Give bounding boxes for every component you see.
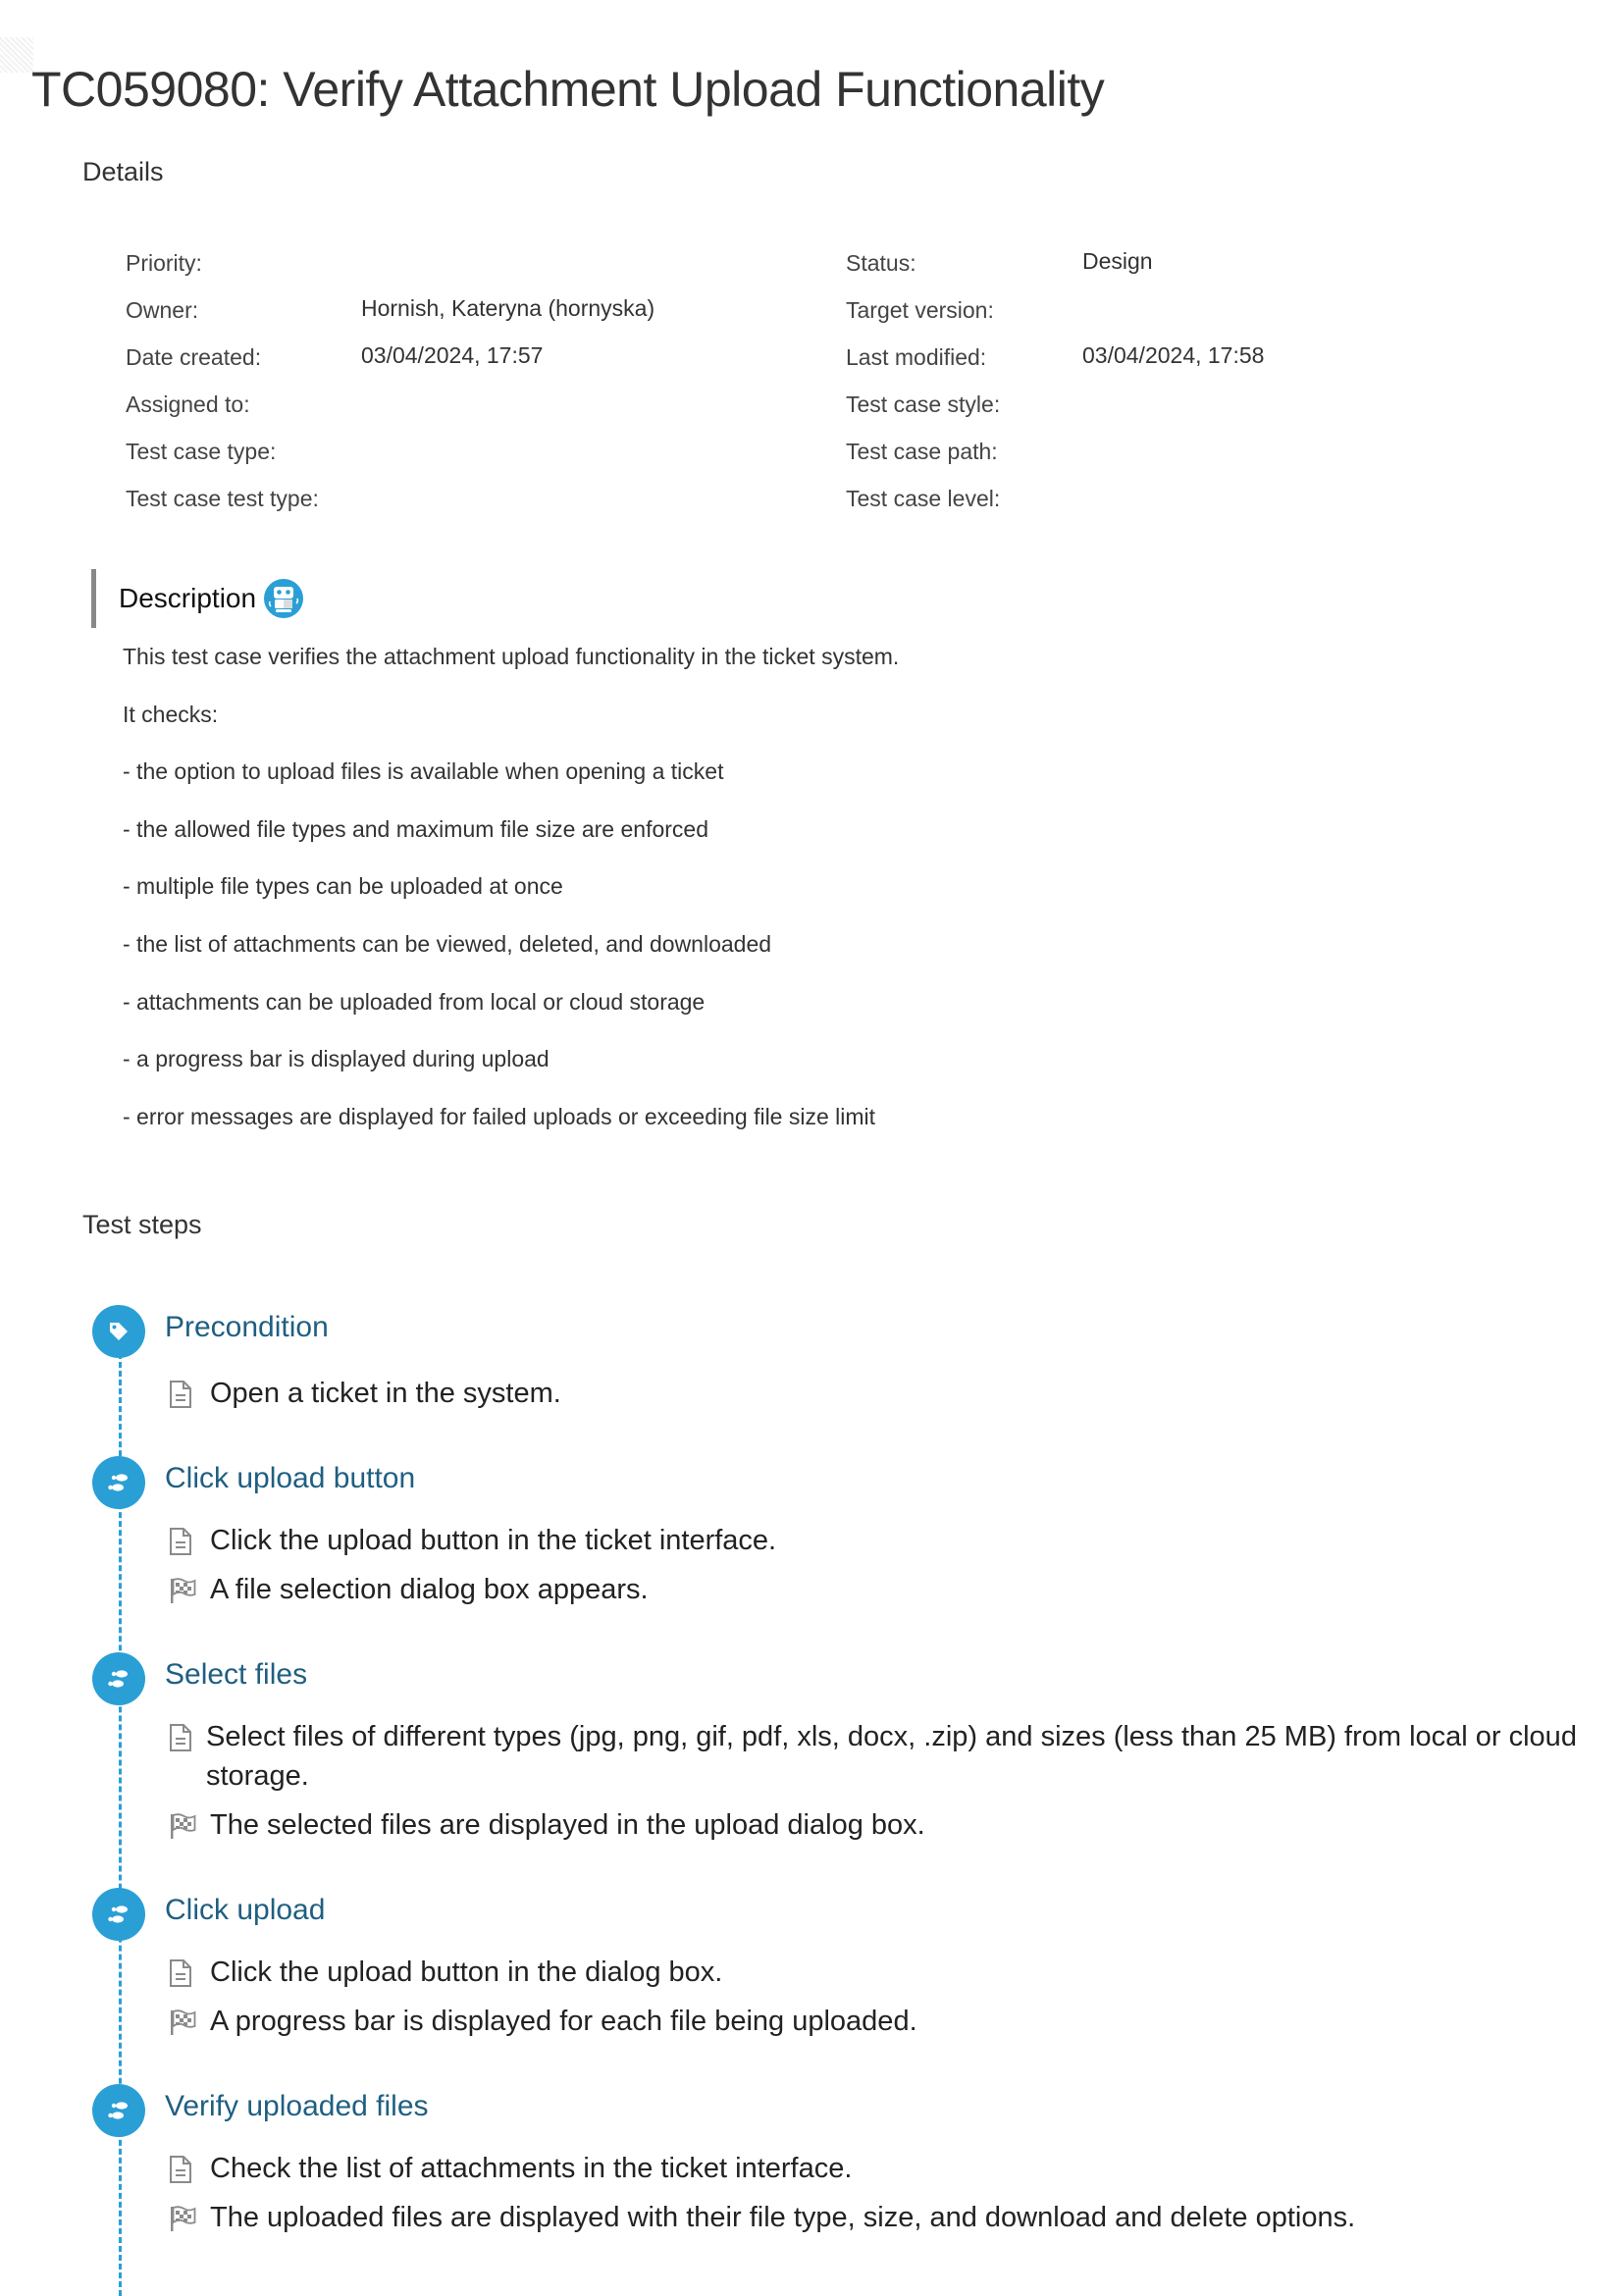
step-action [169, 1717, 1580, 1796]
step-action [169, 2149, 1584, 2188]
description-line: - attachments can be uploaded from local or cloud storage [123, 988, 706, 1015]
checkered-flag-icon [169, 1576, 196, 1605]
detail-label: Test case level: [846, 486, 1001, 511]
step-action [169, 1953, 1584, 1992]
document-icon [169, 1527, 196, 1556]
detail-label: Status: [846, 250, 916, 276]
step-title[interactable]: Click upload button [165, 1462, 416, 1494]
last-modified-value: 03/04/2024, 17:58 [1082, 342, 1265, 368]
step-action [169, 1374, 1584, 1413]
description-line: - multiple file types can be uploaded at once [123, 873, 563, 900]
date-created-value: 03/04/2024, 17:57 [361, 342, 544, 368]
detail-label: Last modified: [846, 344, 987, 370]
step-expected-text: A progress bar is displayed for each file being uploaded. [210, 2006, 917, 2037]
document-icon [169, 1723, 196, 1752]
step-action-text: Click the upload button in the ticket interface. [210, 1525, 777, 1556]
page-title: TC059080: Verify Attachment Upload Functionality [31, 62, 1105, 117]
detail-label: Priority: [126, 250, 202, 276]
tag-icon [92, 1305, 145, 1358]
step-action-text: Select files of different types (jpg, png, gif, pdf, xls, docx, .zip) and sizes (less than 25 MB) from local or cloud storage. [206, 1721, 1577, 1792]
step-action-text: Click the upload button in the dialog box. [210, 1957, 723, 1988]
step-expected-text: A file selection dialog box appears. [210, 1574, 649, 1605]
robot-icon [264, 579, 303, 618]
description-header [91, 569, 303, 628]
description-line: - the allowed file types and maximum file size are enforced [123, 815, 709, 842]
step-expected [169, 2002, 1584, 2041]
description-line: It checks: [123, 701, 219, 727]
footsteps-icon [92, 1652, 145, 1705]
status-value: Design [1082, 248, 1153, 274]
owner-value[interactable]: Hornish, Kateryna (hornyska) [361, 295, 655, 321]
step-action-text: Open a ticket in the system. [210, 1378, 561, 1409]
description-line: - the option to upload files is available when opening a ticket [123, 758, 724, 785]
description-line: - a progress bar is displayed during upload [123, 1046, 549, 1072]
detail-label: Target version: [846, 297, 994, 323]
detail-label: Test case path: [846, 439, 998, 464]
step-expected [169, 2198, 1584, 2237]
step-title[interactable]: Precondition [165, 1311, 329, 1343]
footsteps-icon [92, 1888, 145, 1941]
details-heading: Details [82, 157, 164, 186]
detail-label: Test case type: [126, 439, 277, 464]
description-line: This test case verifies the attachment upload functionality in the ticket system. [123, 644, 900, 669]
step-title[interactable]: Select files [165, 1658, 308, 1691]
footsteps-icon [92, 2084, 145, 2137]
document-icon [169, 1380, 196, 1409]
checkered-flag-icon [169, 1811, 196, 1841]
step-expected-text: The uploaded files are displayed with their file type, size, and download and delete options. [210, 2202, 1356, 2233]
step-expected-text: The selected files are displayed in the upload dialog box. [210, 1809, 925, 1841]
detail-label: Assigned to: [126, 391, 250, 417]
detail-label: Date created: [126, 344, 262, 370]
step-expected [169, 1805, 1584, 1845]
step-title[interactable]: Verify uploaded files [165, 2090, 429, 2122]
test-steps-heading: Test steps [82, 1210, 202, 1239]
detail-label: Test case test type: [126, 486, 319, 511]
step-action-text: Check the list of attachments in the ticket interface. [210, 2153, 853, 2184]
step-expected [169, 1570, 1584, 1609]
description-body [123, 643, 1398, 1160]
footsteps-icon [92, 1456, 145, 1509]
detail-label: Owner: [126, 297, 199, 323]
document-icon [169, 1958, 196, 1988]
checkered-flag-icon [169, 2008, 196, 2037]
description-line: - error messages are displayed for failed uploads or exceeding file size limit [123, 1103, 876, 1129]
background-texture [0, 37, 33, 73]
description-heading [119, 569, 303, 628]
description-heading-label: Description [119, 583, 257, 613]
detail-label: Test case style: [846, 391, 1001, 417]
step-title[interactable]: Click upload [165, 1894, 326, 1926]
checkered-flag-icon [169, 2204, 196, 2233]
document-icon [169, 2155, 196, 2184]
step-action [169, 1521, 1584, 1560]
description-line: - the list of attachments can be viewed, deleted, and downloaded [123, 930, 772, 957]
